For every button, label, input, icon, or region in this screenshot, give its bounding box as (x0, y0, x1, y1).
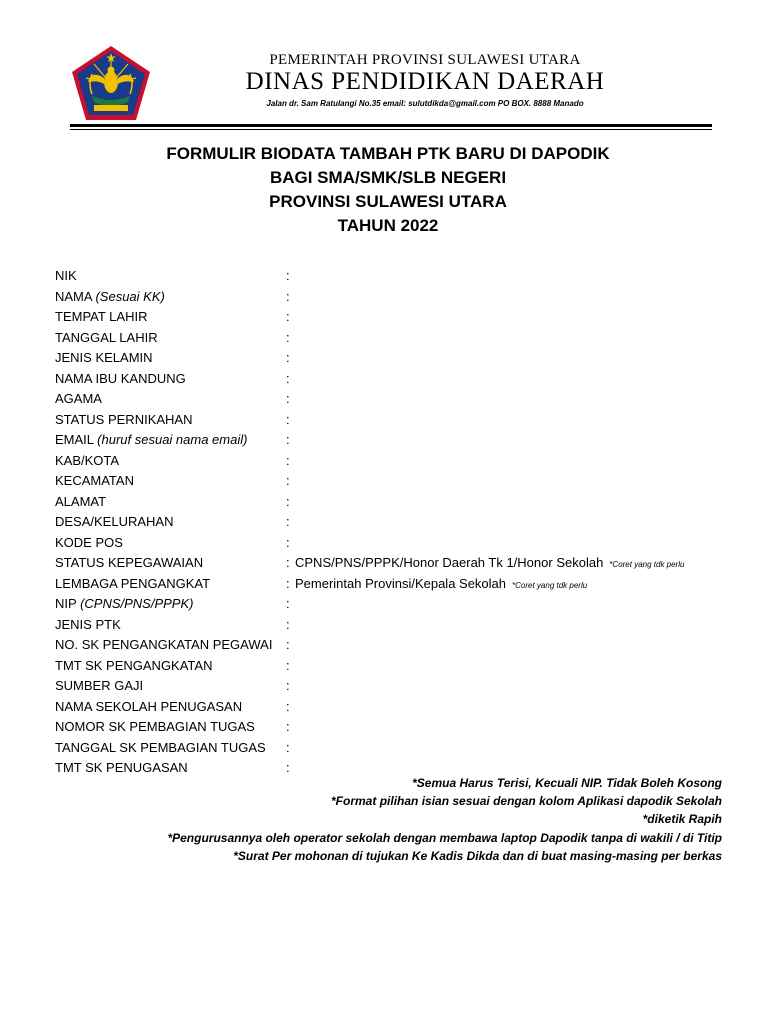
field-colon: : (286, 657, 290, 673)
form-field-row (55, 635, 745, 656)
field-label-text: TANGGAL LAHIR (55, 329, 158, 345)
form-field-row (55, 307, 745, 328)
field-colon: : (286, 514, 290, 529)
form-field-row (55, 492, 745, 513)
field-label (55, 328, 158, 349)
footnote: *Semua Harus Terisi, Kecuali NIP. Tidak Boleh Kosong (412, 776, 722, 790)
field-label (55, 635, 272, 656)
form-field-row (55, 266, 745, 287)
field-label-text: JENIS KELAMIN (55, 350, 153, 365)
field-hint: (CPNS/PNS/PPPK) (80, 596, 194, 611)
field-label-text: STATUS PERNIKAHAN (55, 411, 193, 427)
form-title-line-4: TAHUN 2022 (337, 216, 439, 235)
field-label-text: TEMPAT LAHIR (55, 309, 148, 324)
form-field-row (55, 410, 745, 431)
field-label-text: NAMA IBU KANDUNG (55, 370, 186, 386)
form-field-row (55, 348, 745, 369)
field-label-text: NOMOR SK PEMBAGIAN TUGAS (55, 719, 255, 734)
form-field-row (55, 615, 745, 636)
field-colon: : (286, 739, 290, 755)
form-field-row (55, 553, 745, 574)
field-label (55, 369, 186, 390)
field-colon: : (286, 760, 290, 775)
field-label (55, 410, 192, 431)
field-colon: : (286, 534, 290, 550)
field-value (295, 574, 587, 597)
form-field-row (55, 533, 745, 554)
field-colon: : (286, 596, 290, 611)
field-label-text: KODE POS (55, 534, 123, 550)
form-title-line-3: PROVINSI SULAWESI UTARA (269, 192, 507, 211)
field-hint: (huruf sesuai nama email) (97, 432, 248, 447)
field-label (55, 389, 102, 410)
field-colon: : (286, 350, 290, 365)
field-label-text: NAMA SEKOLAH PENUGASAN (55, 698, 243, 714)
field-colon: : (286, 616, 290, 632)
field-colon: : (286, 452, 290, 468)
field-label-text: ALAMAT (55, 493, 107, 509)
field-label-text: STATUS KEPEGAWAIAN (55, 555, 204, 570)
field-label-text: KECAMATAN (55, 473, 134, 488)
agency-address: Jalan dr. Sam Ratulangi No.35 email: sulutdikda@gmail.com PO BOX. 8888 Manado (266, 99, 584, 108)
field-label-text: JENIS PTK (55, 616, 121, 632)
form-title (60, 142, 716, 238)
field-label-text: TANGGAL SK PEMBAGIAN TUGAS (55, 739, 266, 755)
field-colon: : (286, 411, 290, 427)
field-hint: (Sesuai KK) (95, 288, 165, 304)
footnote: *Pengurusannya oleh operator sekolah dengan membawa laptop Dapodik tanpa di wakili / di Titip (167, 830, 722, 845)
form-field-row (55, 471, 745, 492)
field-label (55, 512, 173, 533)
form-title-line-2: BAGI SMA/SMK/SLB NEGERI (269, 168, 507, 187)
footnotes (62, 774, 722, 865)
field-colon: : (286, 268, 290, 283)
field-colon: : (286, 698, 290, 714)
field-label (55, 615, 121, 636)
form-field-row (55, 451, 745, 472)
field-label (55, 656, 212, 677)
letterhead-rule-thick (70, 124, 712, 127)
field-label (55, 348, 153, 369)
field-label-text: DESA/KELURAHAN (55, 514, 174, 529)
field-note: *Coret yang tdk perlu (512, 580, 588, 590)
field-colon: : (286, 493, 290, 509)
form-field-row (55, 389, 745, 410)
field-label (55, 492, 106, 513)
provincial-emblem-icon (70, 44, 152, 122)
field-label (55, 307, 147, 328)
field-label-text: KAB/KOTA (55, 452, 120, 468)
field-label (55, 574, 210, 595)
footnote: *diketik Rapih (642, 812, 722, 827)
form-field-row (55, 328, 745, 349)
field-label-text: EMAIL (55, 432, 94, 447)
form-field-row (55, 287, 745, 308)
form-field-row (55, 369, 745, 390)
field-label-text: SUMBER GAJI (55, 678, 144, 693)
form-field-row (55, 697, 745, 718)
form-field-row (55, 717, 745, 738)
field-label (55, 430, 247, 451)
field-label (55, 553, 203, 574)
field-label-text: TMT SK PENUGASAN (55, 760, 188, 775)
field-label-text: TMT SK PENGANGKATAN (55, 657, 213, 673)
field-label-text: NO. SK PENGANGKATAN PEGAWAI (55, 637, 273, 652)
field-label-text: NIP (55, 596, 77, 611)
form-title-line-1: FORMULIR BIODATA TAMBAH PTK BARU DI DAPODIK (166, 144, 610, 163)
field-label (55, 676, 143, 697)
form-field-row (55, 738, 745, 759)
field-colon: : (286, 473, 290, 488)
field-label-text: AGAMA (55, 391, 102, 406)
field-label (55, 738, 266, 759)
field-colon: : (286, 288, 290, 304)
field-colon: : (286, 575, 290, 591)
field-label-text: NIK (55, 268, 77, 283)
field-label (55, 697, 242, 718)
field-colon: : (286, 555, 290, 570)
field-colon: : (286, 637, 290, 652)
field-value (295, 553, 684, 576)
form-field-row (55, 676, 745, 697)
field-colon: : (286, 329, 290, 345)
field-colon: : (286, 432, 290, 447)
field-note: *Coret yang tdk perlu (609, 560, 685, 569)
field-value-text: CPNS/PNS/PPPK/Honor Daerah Tk 1/Honor Sekolah (295, 555, 604, 570)
form-field-row (55, 656, 745, 677)
footnote: *Surat Per mohonan di tujukan Ke Kadis Dikda dan di buat masing-masing per berkas (233, 848, 722, 863)
form-field-row (55, 594, 745, 615)
footnote: *Format pilihan isian sesuai dengan kolom Aplikasi dapodik Sekolah (331, 794, 722, 809)
letterhead-rule-thin (70, 129, 712, 130)
field-colon: : (286, 719, 290, 734)
field-label (55, 717, 255, 738)
government-name: PEMERINTAH PROVINSI SULAWESI UTARA (269, 52, 581, 68)
field-colon: : (286, 370, 290, 386)
field-label (55, 266, 77, 287)
field-label (55, 287, 165, 308)
form-field-row (55, 512, 745, 533)
biodata-fields (55, 266, 745, 779)
field-label (55, 594, 193, 615)
field-colon: : (286, 309, 290, 324)
form-field-row (55, 430, 745, 451)
field-colon: : (286, 678, 290, 693)
field-colon: : (286, 391, 290, 406)
field-value-text: Pemerintah Provinsi/Kepala Sekolah (295, 575, 507, 591)
agency-name: DINAS PENDIDIKAN DAERAH (245, 68, 605, 95)
field-label (55, 533, 123, 554)
form-field-row (55, 574, 745, 595)
field-label (55, 451, 119, 472)
field-label (55, 471, 134, 492)
field-label-text: LEMBAGA PENGANGKAT (55, 575, 211, 591)
field-label-text: NAMA (55, 288, 92, 304)
